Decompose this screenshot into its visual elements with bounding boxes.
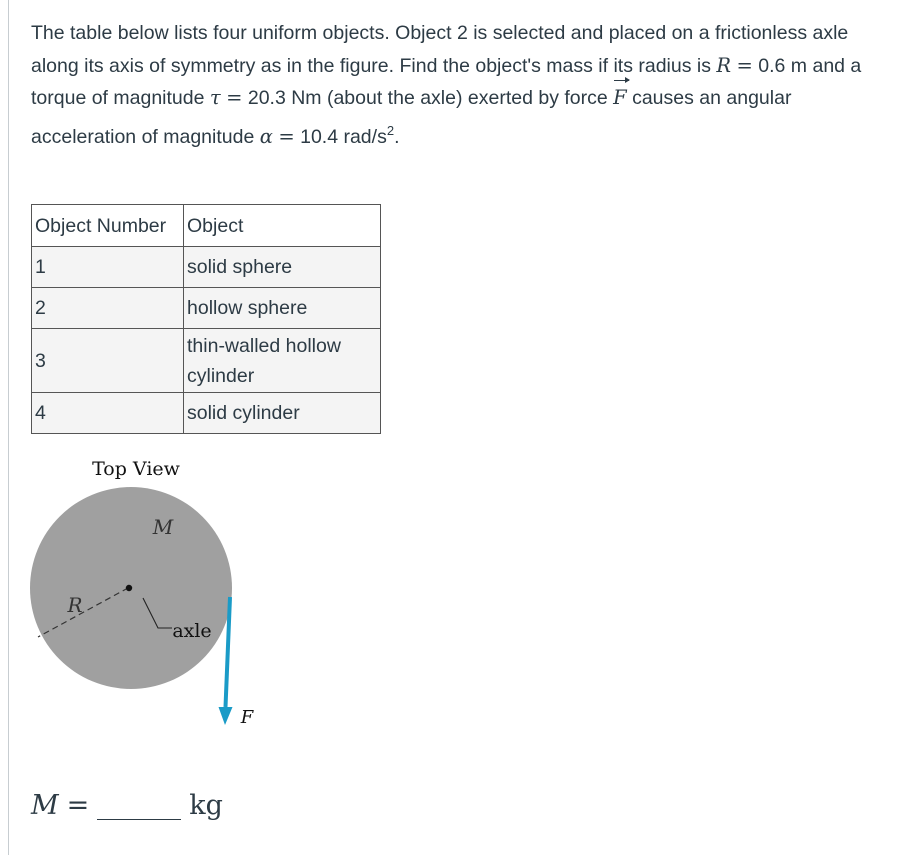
- equals-sign: =: [736, 53, 753, 77]
- object-number-cell: 2: [32, 288, 184, 329]
- radius-label: R: [67, 593, 83, 617]
- object-number-cell: 3: [32, 329, 184, 393]
- problem-line-1: The table below lists four uniform objects. Object 2 is selected and placed on a frictionless axle: [31, 22, 849, 44]
- table-row: [32, 247, 381, 288]
- symbol-alpha: α: [259, 124, 273, 148]
- answer-equals: =: [66, 789, 90, 821]
- axle-dot: [126, 585, 132, 591]
- equals-sign: =: [278, 124, 295, 148]
- force-arrowhead: [219, 707, 233, 725]
- object-cell: solid sphere: [184, 247, 381, 288]
- object-number-cell: 1: [32, 247, 184, 288]
- table-row: [32, 329, 381, 393]
- header-object: Object: [184, 205, 381, 247]
- object-cell: solid cylinder: [184, 393, 381, 434]
- torque-value: 20.3 Nm (about the axle) exerted by force: [247, 87, 614, 109]
- symbol-tau: τ: [209, 86, 221, 109]
- force-label: F: [240, 707, 254, 728]
- problem-line-4: acceleration of magnitude α = 10.4 rad/$s^2$.: [31, 122, 400, 148]
- mass-label: M: [152, 515, 174, 539]
- mass-answer-input[interactable]: [97, 791, 181, 820]
- problem-line-3: torque of magnitude τ = 20.3 Nm (about the axle) exerted by force F causes an angular: [31, 82, 881, 115]
- object-cell: thin-walled hollow cylinder: [184, 329, 381, 393]
- radius-value: 0.6 m and a: [758, 54, 862, 77]
- alpha-exponent: 2: [386, 122, 395, 138]
- header-object-number: Object Number: [32, 205, 184, 247]
- axle-label: axle: [172, 620, 212, 642]
- answer-unit: kg: [189, 789, 223, 821]
- table-row: [32, 393, 381, 434]
- symbol-force-vector: F: [613, 82, 627, 114]
- top-view-figure: [0, 445, 320, 745]
- symbol-r: R: [716, 53, 732, 77]
- object-number-cell: 4: [32, 393, 184, 434]
- problem-statement: [31, 18, 881, 153]
- table-row: [32, 288, 381, 329]
- alpha-value: 10.4 rad/s: [300, 125, 387, 148]
- table-header-row: [32, 205, 381, 247]
- figure-title: Top View: [92, 458, 180, 480]
- answer-variable: M: [31, 789, 59, 821]
- objects-table: [31, 204, 381, 434]
- problem-line-2: along its axis of symmetry as in the figure. Find the object's mass if its radius is R = 0.6 m and a: [31, 53, 862, 77]
- answer-row: [31, 780, 223, 830]
- object-cell: hollow sphere: [184, 288, 381, 329]
- equals-sign: =: [226, 86, 243, 109]
